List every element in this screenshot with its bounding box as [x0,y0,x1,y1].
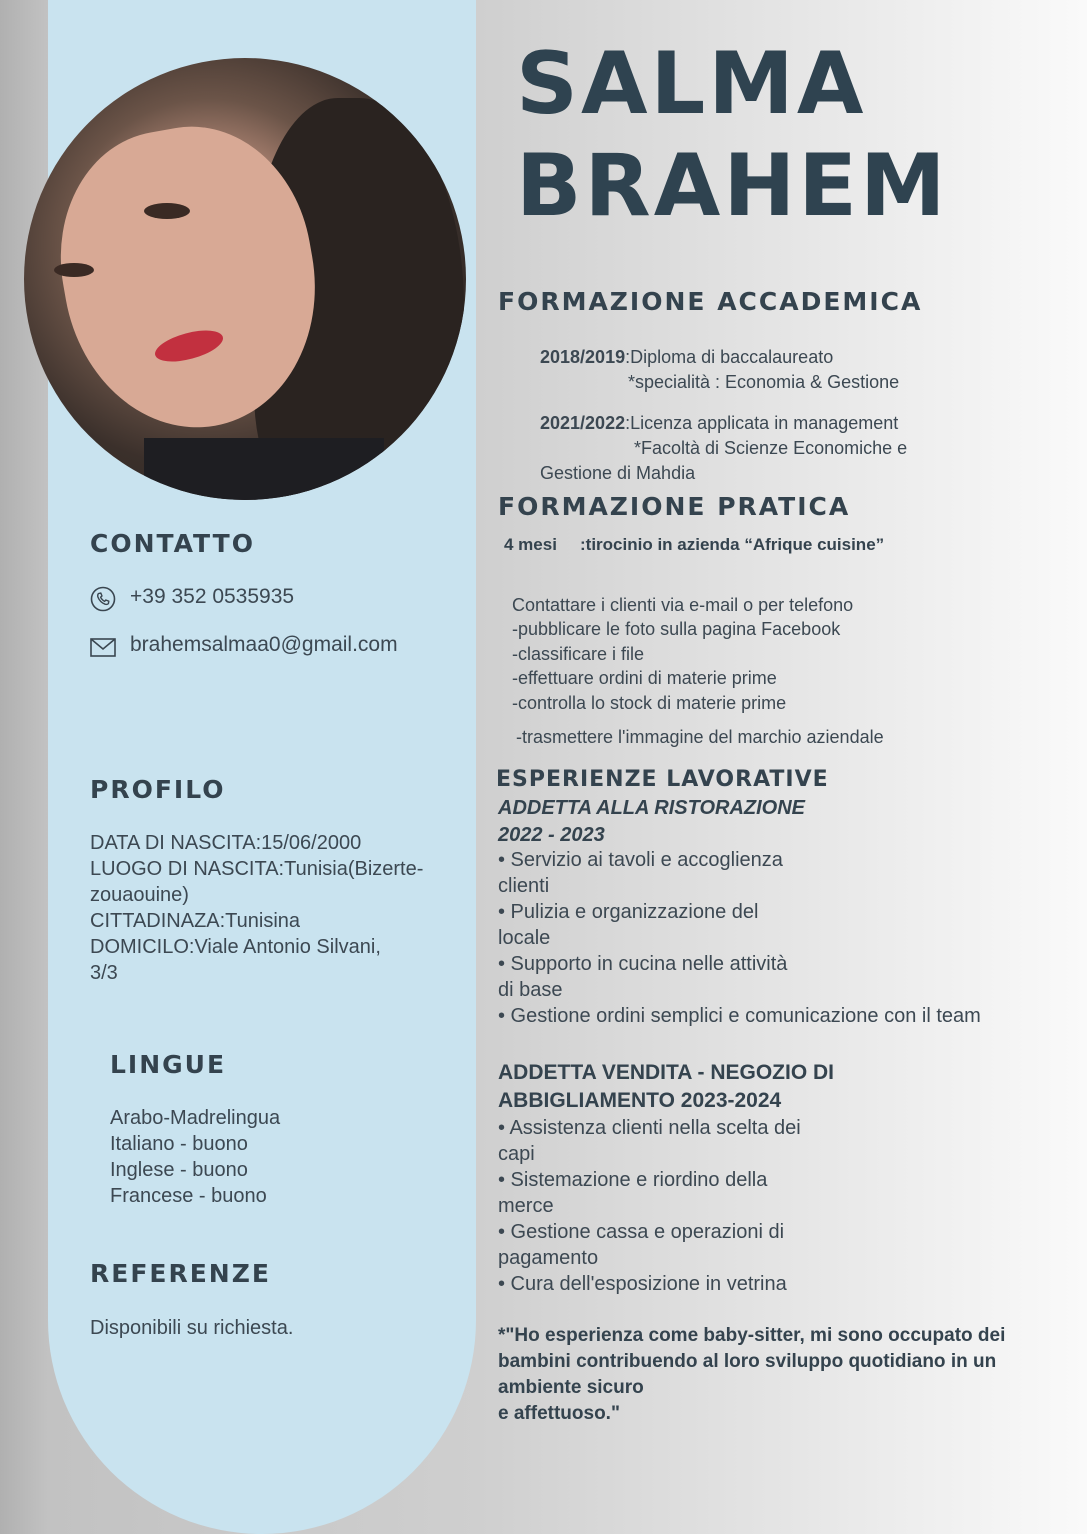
practical-task: -classificare i file [512,644,645,664]
education-degree: :Diploma di baccalaureato [625,347,834,367]
language-item: Francese - buono [110,1185,267,1207]
babysitter-note: bambini contribuendo al loro sviluppo quotidiano in un [498,1351,997,1372]
job1-line: clienti [498,875,550,897]
references-text: Disponibili su richiesta. [90,1317,294,1339]
job2-line: • Cura dell'esposizione in vetrina [498,1273,787,1295]
job1-line: locale [498,927,551,949]
practical-task: -controlla lo stock di materie prime [512,693,787,713]
job1-period: 2022 - 2023 [498,824,605,846]
profile-photo [24,58,466,500]
job1-line: • Servizio ai tavoli e accoglienza [498,849,783,871]
education-item [540,413,898,434]
profile-line: CITTADINAZA:Tunisina [90,910,301,932]
phone-icon [90,586,116,612]
mail-icon [90,638,116,658]
education-title: FORMAZIONE ACCADEMICA [498,287,923,316]
email-address[interactable]: brahemsalmaa0@gmail.com [130,633,398,656]
profile-line: DOMICILO:Viale Antonio Silvani, [90,936,381,958]
job2-line: capi [498,1143,535,1165]
job2-line: pagamento [498,1247,599,1269]
profile-line: LUOGO DI NASCITA:Tunisia(Bizerte- [90,858,424,880]
job1-line: di base [498,979,563,1001]
practical-task: -pubblicare le foto sulla pagina Facebook [512,619,841,639]
job2-line: • Gestione cassa e operazioni di [498,1221,785,1243]
education-detail: Gestione di Mahdia [540,463,696,483]
job2-line: merce [498,1195,554,1217]
babysitter-note: ambiente sicuro [498,1377,644,1398]
education-item [540,347,833,368]
job1-role: ADDETTA ALLA RISTORAZIONE [498,797,806,819]
first-name: SALMA [516,34,867,134]
job1-line: • Pulizia e organizzazione del [498,901,759,923]
profile-line: 3/3 [90,962,118,984]
phone-number[interactable]: +39 352 0535935 [130,585,295,608]
education-year: 2018/2019 [540,347,626,367]
practical-headline: :tirocinio in azienda “Afrique cuisine” [580,535,885,554]
babysitter-note: e affettuoso." [498,1403,620,1424]
job1-line: • Supporto in cucina nelle attività [498,953,788,975]
language-item: Arabo-Madrelingua [110,1107,281,1129]
job1-line: • Gestione ordini semplici e comunicazione con il team [498,1005,981,1027]
languages-title: LINGUE [110,1050,227,1079]
education-detail: *specialità : Economia & Gestione [628,372,900,392]
contact-title: CONTATTO [90,529,255,558]
education-detail: *Facoltà di Scienze Economiche e [634,438,908,458]
language-item: Italiano - buono [110,1133,248,1155]
practical-task: Contattare i clienti via e-mail o per telefono [512,595,854,615]
practical-duration: 4 mesi [504,535,557,554]
practical-title: FORMAZIONE PRATICA [498,492,851,521]
job2-role: ABBIGLIAMENTO 2023-2024 [498,1089,782,1112]
language-item: Inglese - buono [110,1159,248,1181]
profile-title: PROFILO [90,775,226,804]
education-degree: :Licenza applicata in management [625,413,899,433]
profile-line: DATA DI NASCITA:15/06/2000 [90,832,362,854]
practical-task: -trasmettere l'immagine del marchio aziendale [516,727,884,747]
profile-line: zouaouine) [90,884,189,906]
babysitter-note: *"Ho esperienza come baby-sitter, mi sono occupato dei [498,1325,1006,1346]
experience-title: ESPERIENZE LAVORATIVE [496,767,829,792]
references-title: REFERENZE [90,1259,271,1288]
last-name: BRAHEM [516,136,949,236]
job2-role: ADDETTA VENDITA - NEGOZIO DI [498,1061,834,1084]
job2-line: • Sistemazione e riordino della [498,1169,768,1191]
education-year: 2021/2022 [540,413,626,433]
job2-line: • Assistenza clienti nella scelta dei [498,1117,801,1139]
practical-task: -effettuare ordini di materie prime [512,668,777,688]
